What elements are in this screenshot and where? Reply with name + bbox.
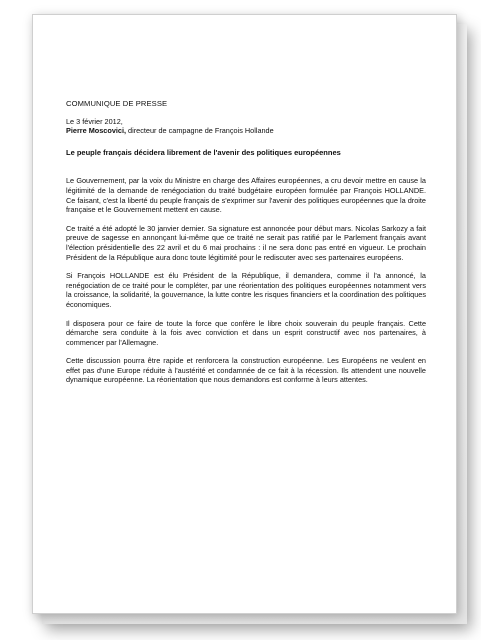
document-title: Le peuple français décidera librement de l'avenir des politiques européennes xyxy=(66,147,341,157)
paragraph-5: Cette discussion pourra être rapide et renforcera la construction européenne. Les Européens ne veulent en effet pas d'une Europe réduite à l'austérité et condamnée de ce fait à la récession. Ils attendent une nouvelle dynamique européenne. La réorientation que nous demandons est conforme à leurs attentes. xyxy=(66,356,426,385)
paragraph-1: Le Gouvernement, par la voix du Ministre en charge des Affaires européennes, a cru devoir mettre en cause la légitimité de la demande de renégociation du traité budgétaire européen formulée par François HOLLANDE. Ce faisant, c'est la liberté du peuple français de s'exprimer sur l'avenir des politiques européennes que la droite française et le Gouvernement mettent en cause. xyxy=(66,176,426,215)
document-page xyxy=(32,14,457,614)
document-date: Le 3 février 2012, xyxy=(66,116,123,126)
paragraph-3: Si François HOLLANDE est élu Président de la République, il demandera, comme il l'a annoncé, la renégociation de ce traité pour le compléter, par une réorientation des politiques européennes notamment vers la croissance, la solidarité, la gouvernance, la lutte contre les risques financiers et la coordination des politiques économiques. xyxy=(66,271,426,309)
paragraph-2: Ce traité a été adopté le 30 janvier dernier. Sa signature est annoncée pour début mars. Nicolas Sarkozy a fait preuve de sagesse en annonçant lui-même que ce traité ne serait pas ratifié par le Parlement français avant l'élection présidentielle des 22 avril et du 6 mai prochains : il ne sera donc pas entré en vigueur. Le prochain Président de la République aura donc toute légitimité pour le rediscuter avec ses partenaires européens. xyxy=(66,223,426,262)
author-role: directeur de campagne de François Hollande xyxy=(126,126,274,136)
author-line xyxy=(66,126,426,136)
paragraph-4: Il disposera pour ce faire de toute la force que confère le libre choix souverain du peuple français. Cette démarche sera conduite à la fois avec conviction et dans un esprit constructif avec nos partenaires, à commencer par l'Allemagne. xyxy=(66,318,426,347)
author-name: Pierre Moscovici, xyxy=(66,126,127,136)
document-heading: COMMUNIQUE DE PRESSE xyxy=(66,99,168,108)
